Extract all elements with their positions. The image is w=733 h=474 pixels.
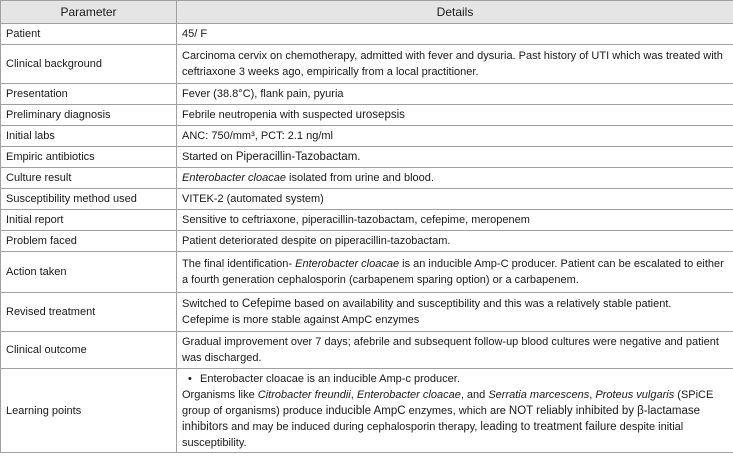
param-patient: Patient	[1, 24, 177, 45]
action-organism: Enterobacter cloacae	[295, 258, 400, 270]
details-culture	[177, 168, 733, 189]
param-labs: Initial labs	[1, 126, 177, 147]
action-lead: The final identification-	[182, 258, 296, 270]
details-revised	[177, 293, 733, 332]
table-row	[1, 84, 733, 105]
learning-organism: Enterobacter cloacae	[356, 388, 461, 401]
culture-organism: Enterobacter cloacae	[182, 172, 286, 184]
param-outcome: Clinical outcome	[1, 332, 177, 369]
details-diagnosis	[177, 105, 733, 126]
details-method: VITEK-2 (automated system)	[177, 189, 733, 210]
param-method: Susceptibility method used	[1, 189, 177, 210]
table-header-row	[1, 1, 733, 24]
details-labs: ANC: 750/mm³, PCT: 2.1 ng/ml	[177, 126, 733, 147]
header-parameter: Parameter	[1, 1, 177, 24]
learning-text: ,	[350, 388, 357, 401]
learning-text: ,	[589, 388, 596, 401]
antibiotics-highlight: Piperacillin-Tazobactam.	[235, 151, 361, 163]
details-presentation: Fever (38.8°C), flank pain, pyuria	[177, 84, 733, 105]
learning-text: enzymes, which are	[405, 404, 509, 417]
table-row	[1, 24, 733, 45]
learning-bullet-text: Enterobacter cloacae is an inducible Amp-c producer.	[200, 372, 460, 385]
table-row	[1, 210, 733, 231]
learning-text: despite initial susceptibility.	[182, 420, 684, 449]
learning-bullet-item	[182, 371, 728, 387]
revised-line2: Cefepime is more stable against AmpC enzymes	[182, 314, 420, 326]
diagnosis-lead: Febrile neutropenia with suspected	[182, 109, 356, 121]
table-row	[1, 231, 733, 252]
table-row	[1, 252, 733, 293]
diagnosis-highlight: urosepsis	[355, 109, 405, 121]
details-antibiotics	[177, 147, 733, 168]
learning-organism: Proteus vulgaris	[595, 388, 675, 401]
learning-organism: Serratia marcescens	[488, 388, 590, 401]
table-row	[1, 126, 733, 147]
learning-highlight: inducible AmpC	[325, 404, 406, 417]
param-report: Initial report	[1, 210, 177, 231]
table-row	[1, 168, 733, 189]
details-report: Sensitive to ceftriaxone, piperacillin-tazobactam, cefepime, meropenem	[177, 210, 733, 231]
details-learning	[177, 369, 733, 453]
revised-lead: Switched to	[182, 298, 242, 310]
details-problem: Patient deteriorated despite on piperacillin-tazobactam.	[177, 231, 733, 252]
learning-text: and may be induced during cephalosporin therapy,	[228, 420, 481, 433]
learning-highlight: leading to treatment failure	[480, 420, 617, 433]
table-row	[1, 105, 733, 126]
param-diagnosis: Preliminary diagnosis	[1, 105, 177, 126]
table-row	[1, 332, 733, 369]
details-background: Carcinoma cervix on chemotherapy, admitted with fever and dysuria. Past history of UTI which was treated with ceftriaxone 3 weeks ago, empirically from a local practitioner.	[177, 45, 733, 84]
details-action	[177, 252, 733, 293]
learning-organism: Citrobacter freundii	[257, 388, 351, 401]
learning-text: (SPiCE group of organisms) produce	[182, 388, 714, 417]
table-row	[1, 147, 733, 168]
table-row	[1, 293, 733, 332]
details-patient: 45/ F	[177, 24, 733, 45]
param-background: Clinical background	[1, 45, 177, 84]
table-row	[1, 189, 733, 210]
param-culture: Culture result	[1, 168, 177, 189]
learning-text: Organisms like	[182, 388, 258, 401]
culture-rest: isolated from urine and blood.	[285, 172, 434, 184]
param-presentation: Presentation	[1, 84, 177, 105]
revised-highlight: Cefepime	[241, 298, 292, 310]
param-learning: Learning points	[1, 369, 177, 453]
param-antibiotics: Empiric antibiotics	[1, 147, 177, 168]
learning-paragraph	[182, 387, 728, 451]
details-outcome: Gradual improvement over 7 days; afebrile and subsequent follow-up blood cultures were negative and patient was discharged.	[177, 332, 733, 369]
revised-rest: based on availability and susceptibility and this was a relatively stable patient.	[291, 298, 672, 310]
bullet-icon: •	[188, 372, 192, 385]
param-problem: Problem faced	[1, 231, 177, 252]
header-details: Details	[177, 1, 733, 24]
param-action: Action taken	[1, 252, 177, 293]
learning-text: , and	[460, 388, 489, 401]
action-rest: is an inducible Amp-C producer. Patient can be escalated to either a fourth generation cephalosporin (carbapenem sparing option) or a carbapenem.	[182, 258, 724, 286]
param-revised: Revised treatment	[1, 293, 177, 332]
table-row	[1, 369, 733, 453]
learning-highlight: NOT reliably inhibited by β-lactamase inhibitors	[182, 404, 701, 433]
antibiotics-lead: Started on	[182, 151, 236, 163]
table-row	[1, 45, 733, 84]
